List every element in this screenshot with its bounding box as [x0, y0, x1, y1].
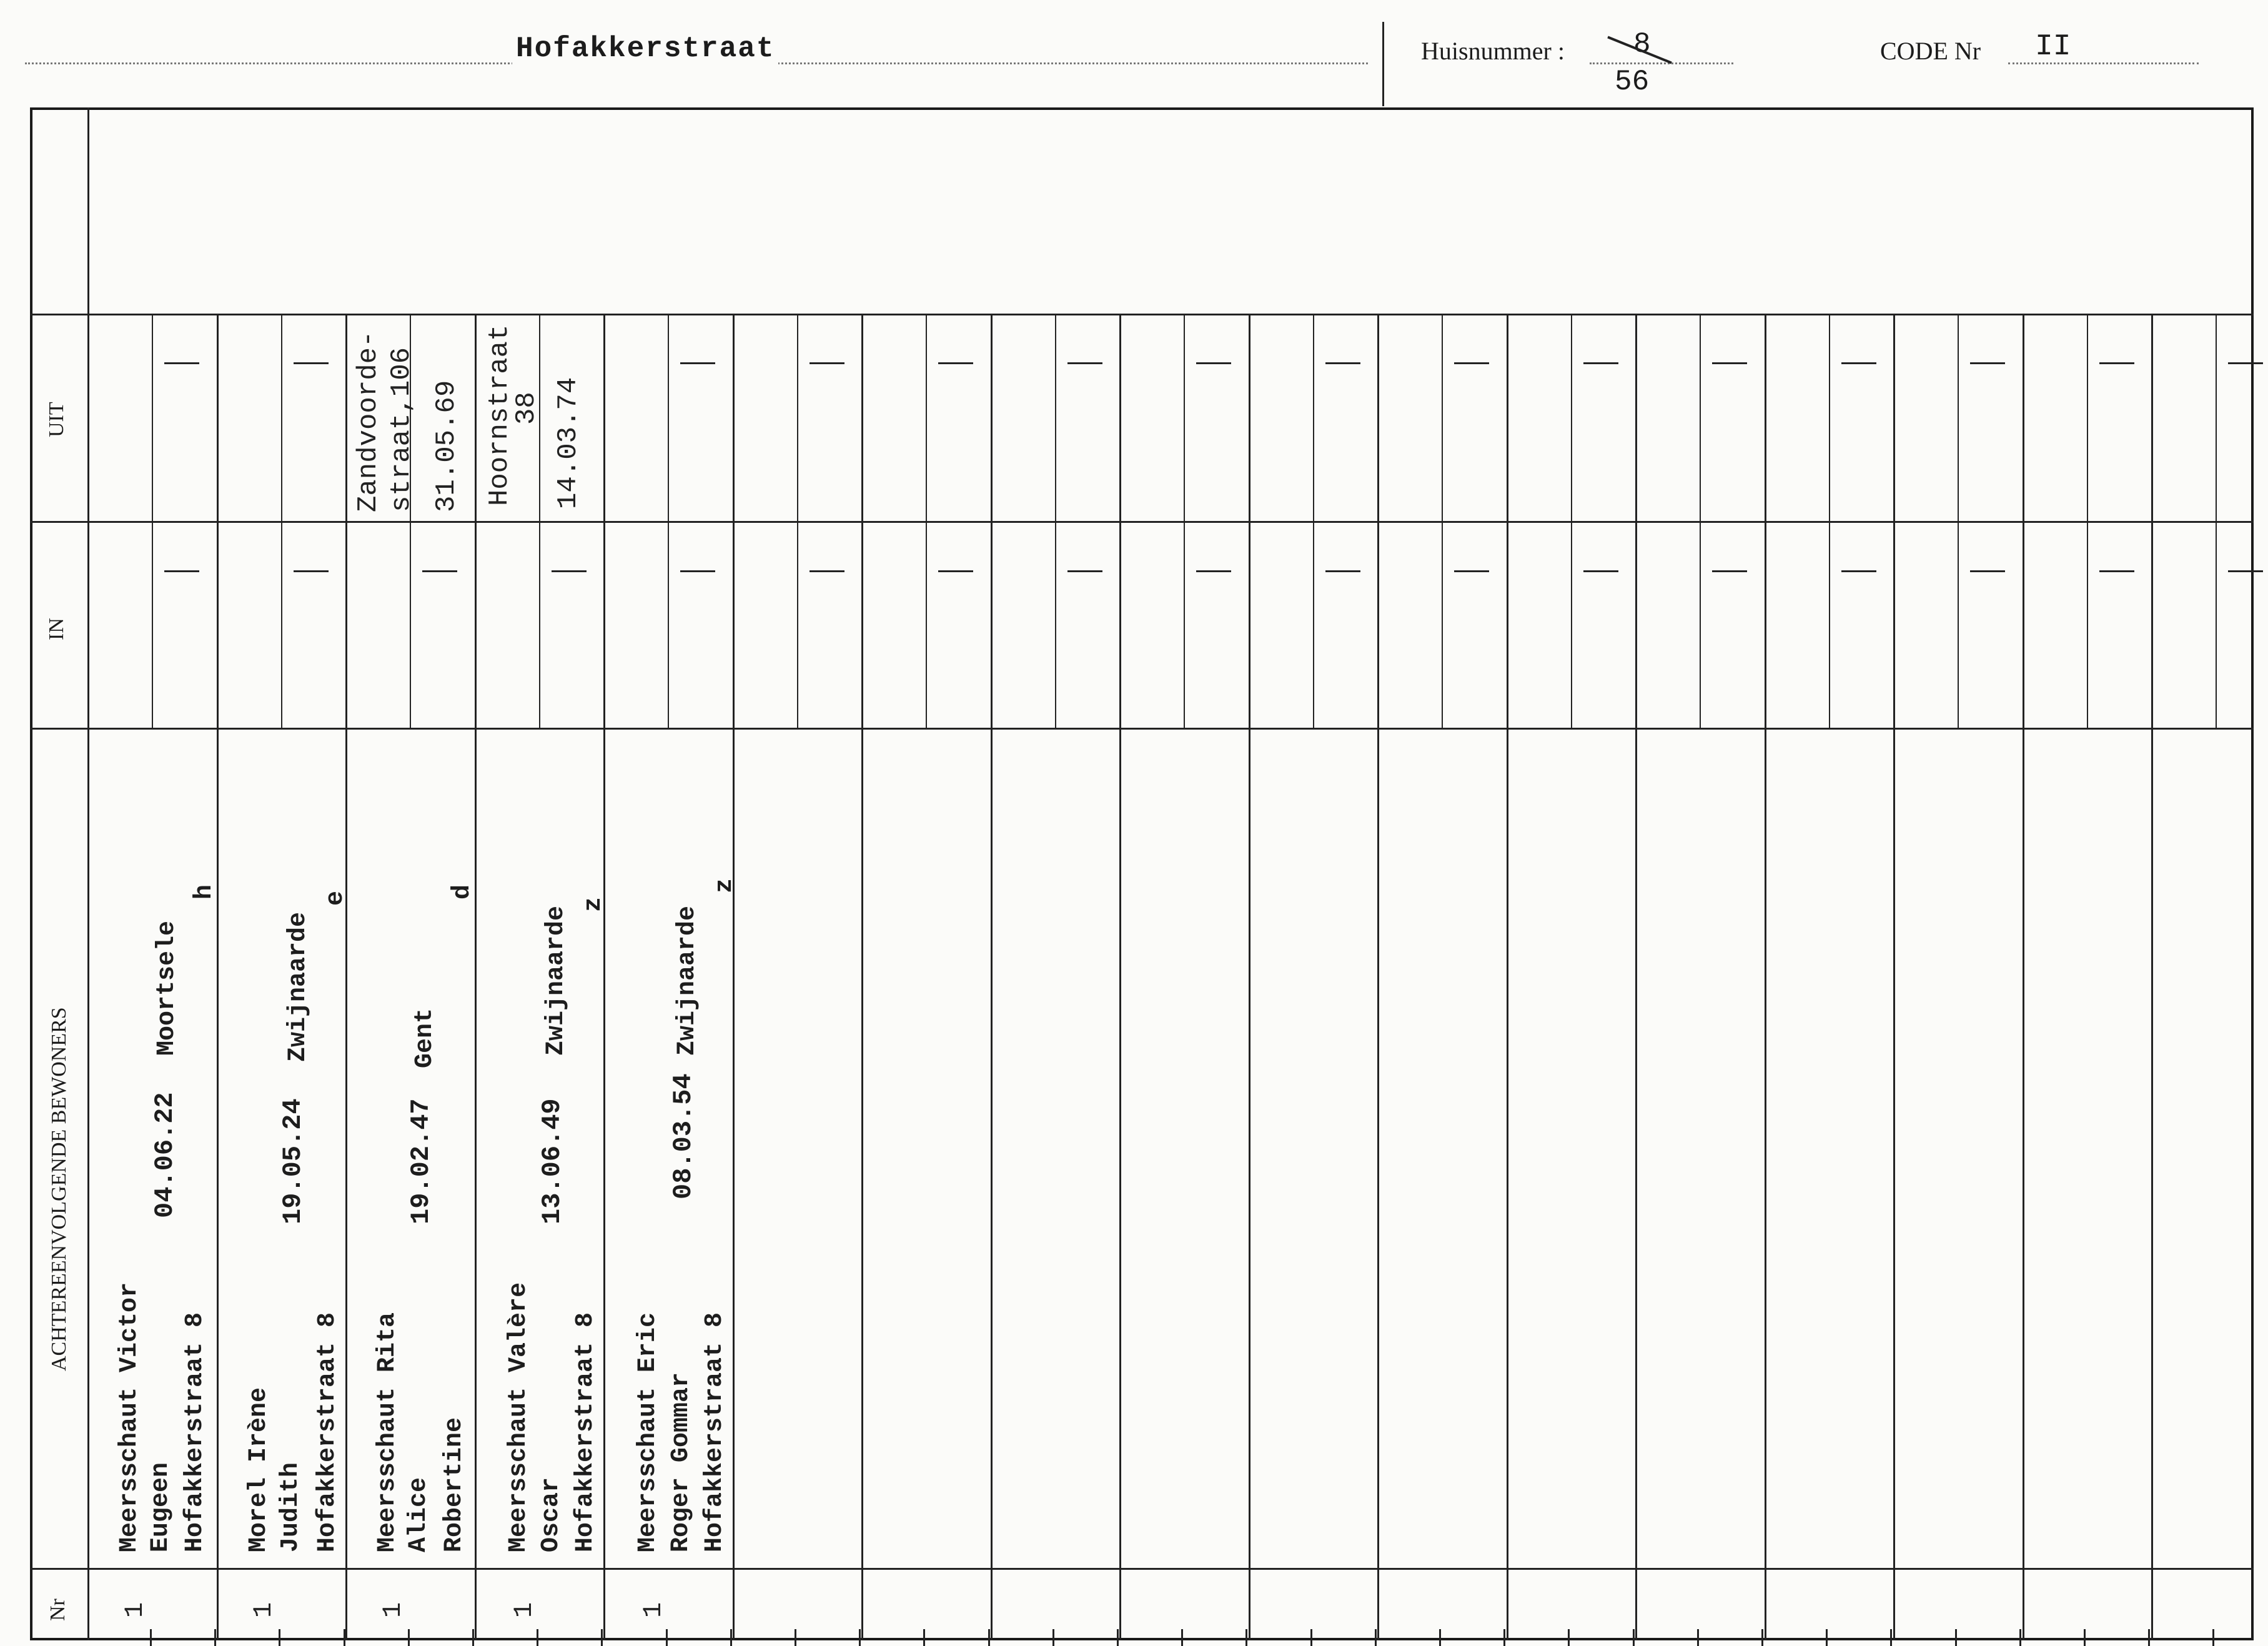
bottom-tick [472, 1629, 474, 1646]
label-uit: UIT [45, 402, 68, 437]
uit-dash [1196, 362, 1231, 364]
bottom-tick [1633, 1629, 1635, 1646]
resident-1-nr: 1 [120, 1602, 150, 1618]
bottom-tick [537, 1629, 538, 1646]
column-divider [1893, 314, 1895, 1640]
bottom-tick [1826, 1629, 1828, 1646]
column-divider [861, 314, 863, 1640]
huisnummer-label: Huisnummer : [1421, 37, 1565, 65]
column-divider [1119, 314, 1121, 1640]
in-dash [810, 570, 844, 572]
code-label: CODE Nr [1880, 37, 1981, 65]
bottom-tick [408, 1629, 410, 1646]
resident-2-date: 19.05.24 [278, 1098, 308, 1224]
resident-4-uit-line1: Hoornstraat [484, 324, 515, 506]
resident-3-extra: Robertine [440, 1417, 468, 1552]
uit-dash [2099, 362, 2134, 364]
bottom-tick [279, 1629, 280, 1646]
bottom-tick [1697, 1629, 1699, 1646]
in-dash [1841, 570, 1876, 572]
in-dash [1712, 570, 1747, 572]
in-dash [1325, 570, 1360, 572]
bottom-tick [1503, 1629, 1505, 1646]
bottom-tick [214, 1629, 216, 1646]
uit-dash [2228, 362, 2263, 364]
sub-column-divider [1313, 314, 1314, 728]
bottom-tick [666, 1629, 668, 1646]
bottom-tick [2212, 1629, 2214, 1646]
huisnummer-new: 56 [1615, 66, 1650, 98]
sub-column-divider [1442, 314, 1443, 728]
label-bewoners: ACHTEREENVOLGENDE BEWONERS [47, 1007, 71, 1371]
sub-column-divider [797, 314, 798, 728]
resident-2-place: Zwijnaarde [284, 911, 312, 1062]
resident-1-address: Hofakkerstraat 8 [181, 1312, 209, 1552]
resident-4-mark: z [580, 896, 608, 912]
in-dash [1196, 570, 1231, 572]
in-dash [1454, 570, 1489, 572]
bottom-tick [795, 1629, 796, 1646]
resident-1-firstname: Eugeen [147, 1462, 175, 1552]
huisnummer-struck: 8 [1633, 28, 1651, 61]
column-divider [1249, 314, 1250, 1640]
sub-column-divider [668, 314, 669, 728]
in-dash [1583, 570, 1618, 572]
resident-3-uit-line2: straat,106 [386, 347, 417, 512]
resident-3-nr: 1 [378, 1602, 408, 1618]
bottom-tick [1761, 1629, 1763, 1646]
bottom-tick [730, 1629, 732, 1646]
in-dash [1067, 570, 1102, 572]
uit-dash [1970, 362, 2005, 364]
uit-dash [938, 362, 973, 364]
in-dash [938, 570, 973, 572]
resident-2-name: Morel Irène [245, 1387, 273, 1552]
resident-3-name: Meersschaut Rita [374, 1312, 402, 1552]
resident-5-nr: 1 [638, 1602, 668, 1618]
uit-dash [1067, 362, 1102, 364]
sub-column-divider [1829, 314, 1830, 728]
resident-5-mark: z [711, 878, 739, 893]
sub-column-divider [2216, 314, 2217, 728]
bottom-tick [2084, 1629, 2086, 1646]
resident-3-firstname: Alice [405, 1477, 433, 1552]
column-divider [733, 314, 735, 1640]
resident-5-address: Hofakkerstraat 8 [701, 1312, 729, 1552]
resident-2-address: Hofakkerstraat 8 [314, 1312, 342, 1552]
resident-1-name: Meersschaut Victor [116, 1282, 144, 1552]
sub-column-divider [1055, 314, 1056, 728]
resident-5-name: Meersschaut Eric [634, 1312, 662, 1552]
uit-dash [1583, 362, 1618, 364]
bottom-tick [1568, 1629, 1570, 1646]
resident-4-firstname: Oscar [537, 1477, 565, 1552]
bottom-tick [150, 1629, 152, 1646]
column-divider [1377, 314, 1379, 1640]
street-name: Hofakkerstraat [512, 32, 778, 65]
bottom-tick [1117, 1629, 1119, 1646]
uit-dash [810, 362, 844, 364]
resident-3-uit-line1: Zandvoorde- [353, 330, 384, 512]
bottom-tick [1955, 1629, 1957, 1646]
uit-dash [294, 362, 329, 364]
column-divider [475, 314, 477, 1640]
resident-4-nr: 1 [509, 1602, 539, 1618]
resident-2-firstname: Judith [277, 1462, 305, 1552]
bottom-tick [1181, 1629, 1183, 1646]
column-divider [345, 314, 347, 1640]
bottom-tick [2148, 1629, 2150, 1646]
label-nr: Nr [46, 1599, 69, 1621]
uit-dash [1841, 362, 1876, 364]
in-dash [164, 570, 199, 572]
sub-column-divider [1184, 314, 1185, 728]
in-dash [1970, 570, 2005, 572]
resident-4-uit-date: 14.03.74 [553, 377, 584, 509]
bottom-tick [1245, 1629, 1247, 1646]
resident-5-date: 08.03.54 [668, 1073, 698, 1199]
in-dash [2099, 570, 2134, 572]
bottom-tick [859, 1629, 861, 1646]
bottom-tick [1375, 1629, 1377, 1646]
bottom-tick [988, 1629, 990, 1646]
sub-column-divider [926, 314, 927, 728]
resident-3-date: 19.02.47 [406, 1098, 436, 1224]
resident-4-date: 13.06.49 [537, 1098, 567, 1224]
sub-column-divider [1700, 314, 1701, 728]
sub-column-divider [281, 314, 282, 728]
bottom-tick [1439, 1629, 1441, 1646]
code-value: II [2035, 30, 2071, 64]
resident-1-place: Moortsele [153, 920, 181, 1056]
column-divider [217, 314, 219, 1640]
bottom-tick [923, 1629, 925, 1646]
sub-column-divider [1571, 314, 1572, 728]
column-divider [1765, 314, 1766, 1640]
resident-4-place: Zwijnaarde [542, 905, 570, 1056]
resident-1-mark: h [191, 884, 219, 900]
uit-dash [1454, 362, 1489, 364]
sub-column-divider [1958, 314, 1959, 728]
resident-4-name: Meersschaut Valère [505, 1282, 533, 1552]
bottom-tick [1890, 1629, 1892, 1646]
in-dash [680, 570, 715, 572]
resident-3-uit-date: 31.05.69 [431, 380, 462, 512]
resident-3-mark: d [448, 884, 477, 900]
column-divider [1635, 314, 1637, 1640]
resident-5-firstname: Roger Gommar [667, 1372, 695, 1552]
uit-dash [164, 362, 199, 364]
sub-column-divider [152, 314, 153, 728]
bottom-tick [1310, 1629, 1312, 1646]
uit-dash [1712, 362, 1747, 364]
column-divider [2151, 314, 2153, 1640]
column-divider [2023, 314, 2024, 1640]
column-divider [603, 314, 605, 1640]
in-dash [422, 570, 457, 572]
bottom-tick [601, 1629, 603, 1646]
resident-4-uit-line2: 38 [511, 392, 542, 425]
resident-5-place: Zwijnaarde [673, 905, 701, 1056]
label-in: IN [45, 618, 68, 640]
resident-1-date: 04.06.22 [150, 1092, 180, 1218]
bottom-tick [1052, 1629, 1054, 1646]
sub-column-divider [2087, 314, 2088, 728]
uit-dash [680, 362, 715, 364]
sub-column-divider [539, 314, 540, 728]
in-dash [552, 570, 587, 572]
in-dash [294, 570, 329, 572]
resident-4-address: Hofakkerstraat 8 [572, 1312, 600, 1552]
resident-3-place: Gent [411, 1008, 439, 1068]
column-divider [991, 314, 993, 1640]
bottom-tick [344, 1629, 345, 1646]
resident-2-nr: 1 [249, 1602, 279, 1618]
bottom-tick [2019, 1629, 2021, 1646]
resident-2-mark: e [322, 890, 350, 906]
column-divider [1507, 314, 1508, 1640]
uit-dash [1325, 362, 1360, 364]
in-dash [2228, 570, 2263, 572]
